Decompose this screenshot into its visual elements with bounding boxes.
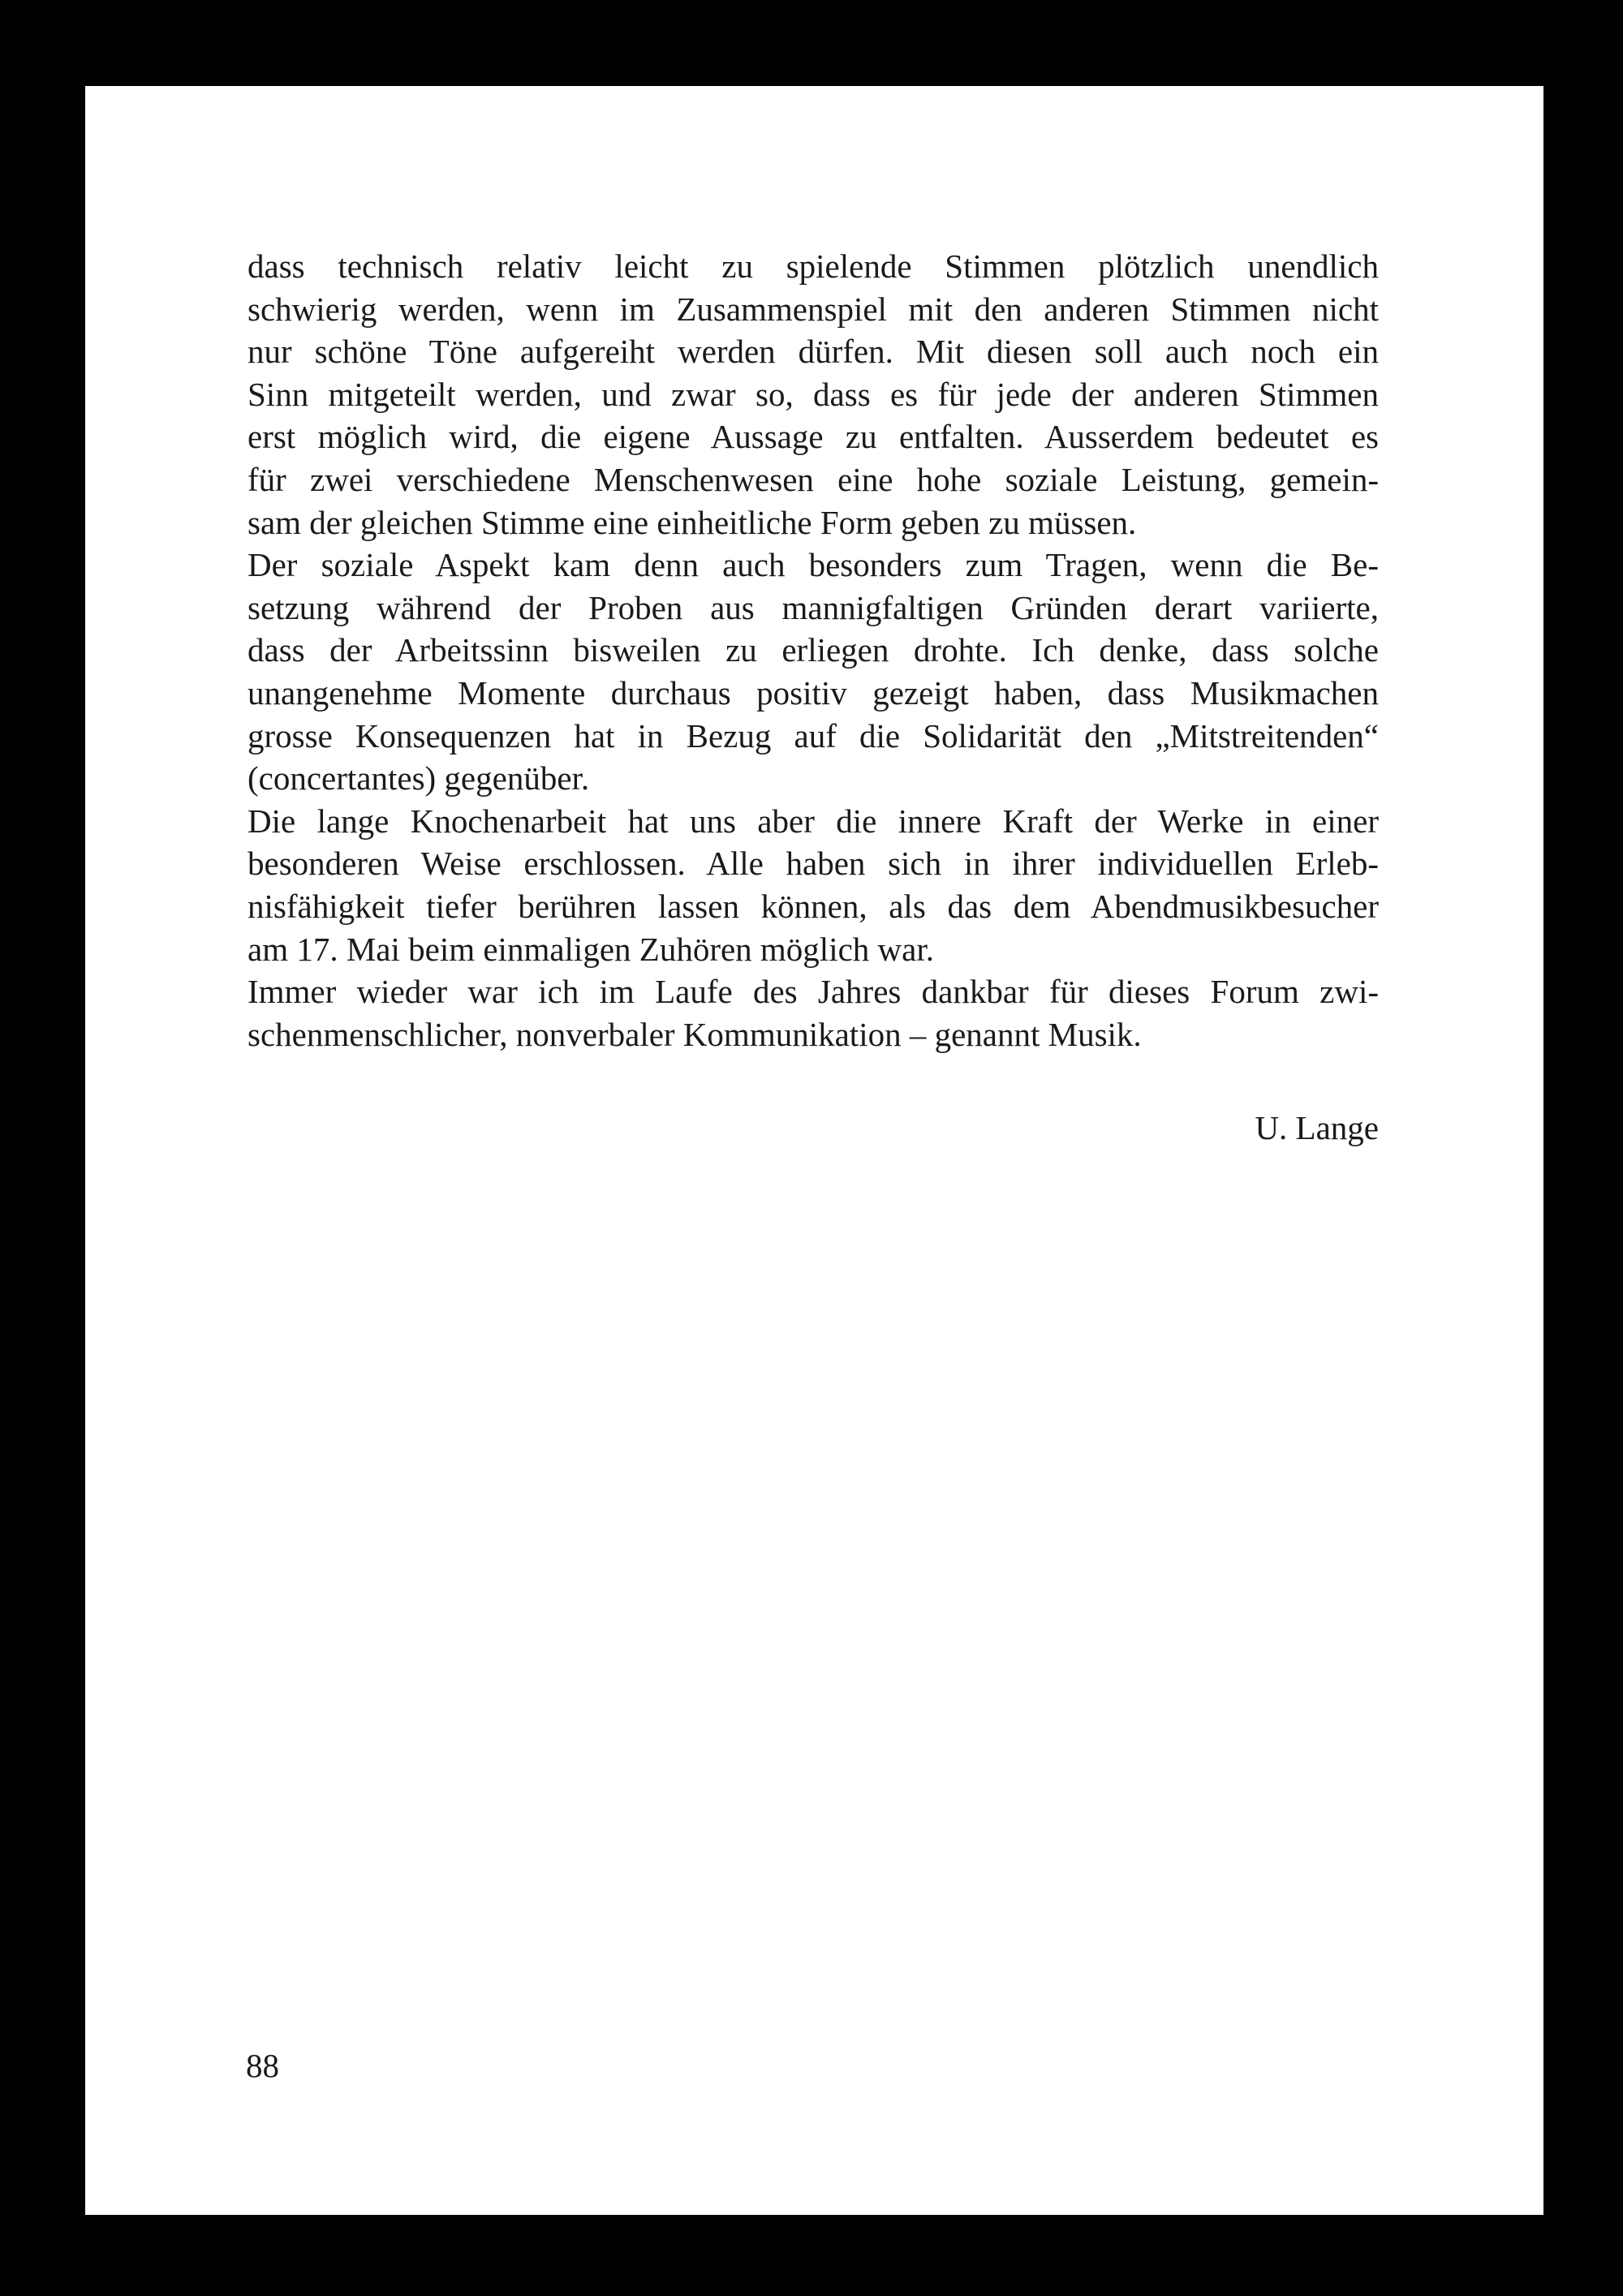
text-line: schwierig werden, wenn im Zusammenspiel mit den anderen Stimmen nicht [248,290,1379,328]
text-line: grosse Konsequenzen hat in Bezug auf die Solidarität den „Mitstreitenden“ [248,716,1379,755]
text-line: Immer wieder war ich im Laufe des Jahres dankbar für dieses Forum zwi- [248,973,1379,1011]
document-page [85,86,1543,2215]
body-text [248,245,1379,1056]
paragraph-4 [248,970,1379,1056]
paragraph-2 [248,544,1379,800]
text-line: erst möglich wird, die eigene Aussage zu entfalten. Ausserdem bedeutet es [248,418,1379,456]
text-line: Der soziale Aspekt kam denn auch besonders zum Tragen, wenn die Be- [248,546,1379,584]
text-line: für zwei verschiedene Menschenwesen eine hohe soziale Leistung, gemein- [248,460,1379,498]
text-line: Die lange Knochenarbeit hat uns aber die innere Kraft der Werke in einer [248,802,1379,840]
paragraph-1 [248,245,1379,544]
text-line: am 17. Mai beim einmaligen Zuhören möglich war. [248,930,934,968]
text-line: (concertantes) gegenüber. [248,759,590,798]
text-line: dass der Arbeitssinn bisweilen zu erliegen drohte. Ich denke, dass solche [248,631,1379,669]
author-signature: U. Lange [1255,1109,1379,1146]
text-line: nur schöne Töne aufgereiht werden dürfen. Mit diesen soll auch noch ein [248,333,1379,371]
text-line: nisfähigkeit tiefer berühren lassen können, als das dem Abendmusikbesucher [248,887,1379,925]
text-line: dass technisch relativ leicht zu spielende Stimmen plötzlich unendlich [248,247,1379,285]
text-line: sam der gleichen Stimme eine einheitliche Form geben zu müssen. [248,503,1137,541]
paragraph-3 [248,800,1379,970]
text-line: schenmenschlicher, nonverbaler Kommunikation – genannt Musik. [248,1015,1142,1053]
text-line: besonderen Weise erschlossen. Alle haben sich in ihrer individuellen Erleb- [248,845,1379,883]
text-line: Sinn mitgeteilt werden, und zwar so, dass es für jede der anderen Stimmen [248,375,1379,413]
page-number: 88 [246,2047,279,2084]
text-line: setzung während der Proben aus mannigfaltigen Gründen derart variierte, [248,588,1379,626]
text-line: unangenehme Momente durchaus positiv gezeigt haben, dass Musikmachen [248,673,1379,712]
